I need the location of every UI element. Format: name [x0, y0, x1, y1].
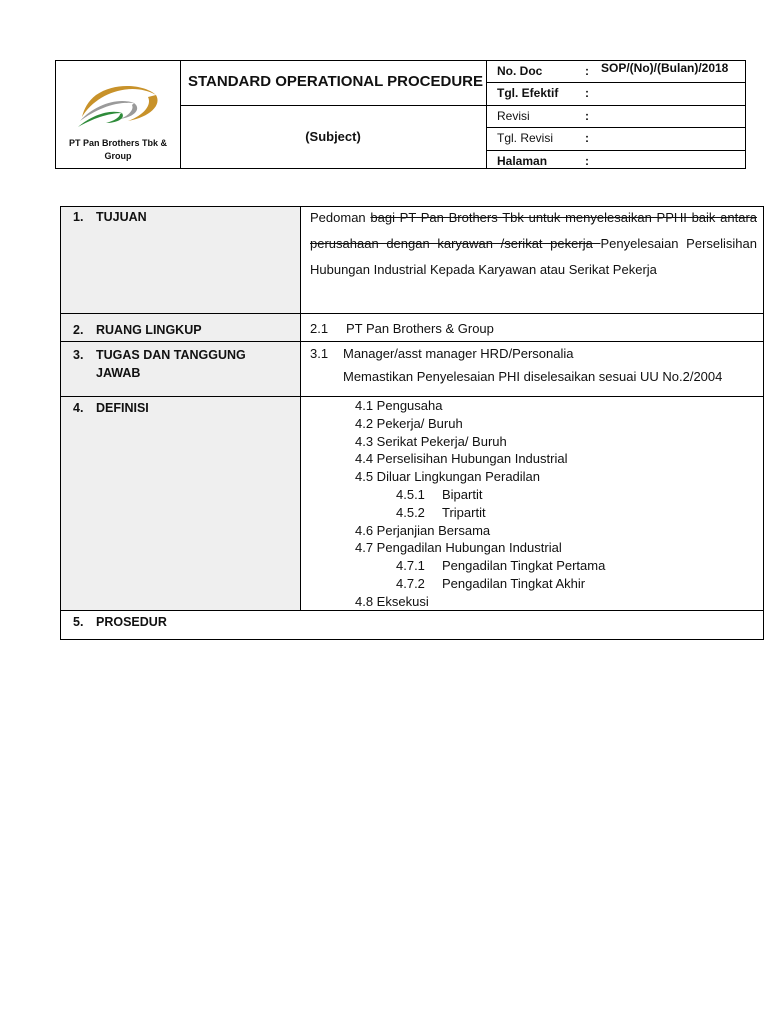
definition-item: 4.7 Pengadilan Hubungan Industrial — [355, 540, 562, 556]
meta-colon: : — [585, 131, 589, 146]
section-content — [310, 346, 757, 384]
section-number: 2. — [73, 323, 84, 337]
item-text: PT Pan Brothers & Group — [346, 321, 494, 336]
section-label-cell — [61, 207, 301, 313]
section-label — [73, 615, 167, 629]
section-tugas — [61, 342, 763, 397]
meta-colon: : — [585, 108, 589, 123]
section-title: TUJUAN — [96, 210, 147, 224]
meta-colon: : — [585, 153, 589, 168]
definition-subitem-number: 4.5.2 — [396, 504, 425, 520]
meta-label: Tgl. Efektif — [497, 86, 559, 101]
meta-value: SOP/(No)/(Bulan)/2018 — [601, 61, 729, 75]
meta-row-no-doc — [487, 61, 745, 83]
definition-item — [355, 486, 605, 504]
company-name: PT Pan Brothers Tbk & Group — [68, 138, 167, 161]
section-number: 1. — [73, 210, 84, 224]
section-label — [73, 323, 202, 337]
section-title: RUANG LINGKUP — [96, 323, 202, 337]
definition-subitem-text: Pengadilan Tingkat Pertama — [442, 558, 606, 574]
document-meta — [487, 61, 745, 172]
section-number: 4. — [73, 401, 84, 415]
definition-list — [355, 397, 605, 611]
tugas-desc: Memastikan Penyelesaian PHI diselesaikan sesuai UU No.2/2004 — [343, 369, 723, 384]
definition-item: 4.4 Perselisihan Hubungan Industrial — [355, 451, 568, 467]
definition-subitem-number: 4.7.2 — [396, 575, 425, 591]
definition-item — [355, 557, 605, 575]
section-ruang-lingkup — [61, 314, 763, 342]
definition-subitem-text: Bipartit — [442, 486, 483, 502]
section-prosedur — [61, 611, 763, 639]
tujuan-text-2: Penyelesaian Perselisihan Hubungan Industrial Kepada Karyawan atau Serikat Pekerja — [310, 236, 757, 277]
section-content — [310, 321, 757, 336]
section-label-cell — [61, 342, 301, 396]
meta-colon: : — [585, 64, 589, 78]
document-header — [55, 60, 746, 169]
definition-subitem-text: Pengadilan Tingkat Akhir — [442, 575, 586, 591]
meta-row-revisi — [487, 106, 745, 128]
section-label — [73, 210, 147, 224]
tujuan-struck-text: bagi PT Pan Brothers Tbk untuk menyelesaikan PPHI baik antara perusahaan dengan karyawan /serikat pekerja — [310, 210, 758, 251]
meta-label: Tgl. Revisi — [497, 131, 554, 146]
definition-item: 4.3 Serikat Pekerja/ Buruh — [355, 433, 507, 449]
sop-table — [60, 206, 764, 640]
definition-item — [355, 575, 605, 593]
document-subject: (Subject) — [180, 106, 487, 168]
item-number: 3.1 — [310, 346, 329, 361]
meta-label: Halaman — [497, 153, 548, 168]
section-definisi — [61, 397, 763, 611]
definition-subitem-number: 4.5.1 — [396, 486, 425, 502]
document-title: STANDARD OPERATIONAL PROCEDURE — [180, 61, 487, 106]
company-logo-icon — [76, 71, 162, 133]
definition-item — [355, 504, 605, 522]
section-number: 5. — [73, 615, 84, 629]
tugas-item — [310, 346, 757, 361]
section-title: DEFINISI — [96, 401, 149, 415]
section-label-cell — [61, 314, 301, 341]
meta-row-tgl-revisi — [487, 128, 745, 150]
meta-label: No. Doc — [497, 64, 543, 78]
section-title: PROSEDUR — [96, 615, 167, 629]
section-title-line2: JAWAB — [96, 366, 141, 380]
section-tujuan — [61, 207, 763, 314]
section-label-cell — [61, 397, 301, 610]
company-logo-cell — [56, 61, 181, 168]
section-content — [310, 205, 757, 283]
item-number: 2.1 — [310, 321, 329, 336]
definition-item: 4.1 Pengusaha — [355, 398, 443, 413]
meta-label: Revisi — [497, 108, 530, 123]
definition-item: 4.2 Pekerja/ Buruh — [355, 415, 463, 431]
definition-item: 4.5 Diluar Lingkungan Peradilan — [355, 469, 541, 485]
definition-item: 4.6 Perjanjian Bersama — [355, 522, 491, 538]
section-label — [73, 348, 246, 380]
definition-item: 4.8 Eksekusi — [355, 593, 429, 609]
section-label-cell — [61, 611, 301, 639]
section-number: 3. — [73, 348, 84, 362]
definition-subitem-text: Tripartit — [442, 504, 486, 520]
section-label — [73, 401, 149, 415]
definition-subitem-number: 4.7.1 — [396, 558, 425, 574]
meta-row-tgl-efektif — [487, 83, 745, 105]
tujuan-text-1: Pedoman — [310, 210, 371, 225]
section-title: TUGAS DAN TANGGUNG — [96, 348, 246, 362]
meta-row-halaman — [487, 151, 745, 172]
meta-colon: : — [585, 86, 589, 101]
item-text: Manager/asst manager HRD/Personalia — [343, 346, 574, 361]
